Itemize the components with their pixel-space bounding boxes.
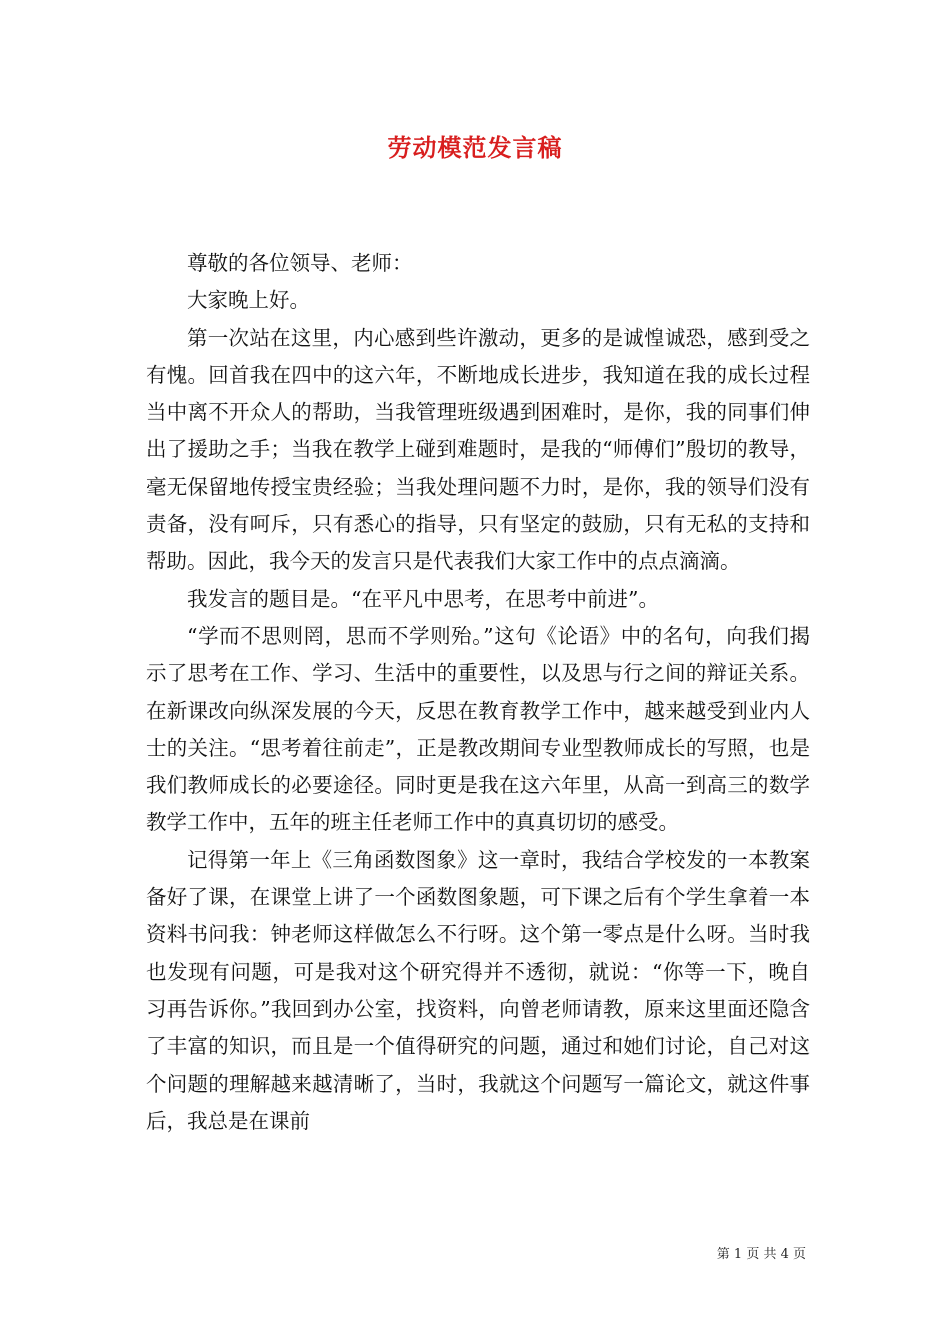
greeting: 大家晚上好。 (187, 288, 310, 313)
page-number-footer: 第 1 页 共 4 页 (716, 1247, 806, 1262)
paragraph: 记得第一年上《三角函数图象》这一章时，我结合学校发的一本教案备好了课，在课堂上讲了一个函数图象题，可下课之后有个学生拿着一本资料书问我：钟老师这样做怎么不行呀。这个第一零点是什么呀。当时我也发现有问题，可是我对这个研究得并不透彻，就说：“你等一下，晚自习再告诉你。”我回到办公室，找资料，向曾老师请教，原来这里面还隐含了丰富的知识，而且是一个值得研究的问题，通过和她们讨论，自己对这个问题的理解越来越清晰了，当时，我就这个问题写一篇论文，就这件事后，我总是在课前 (146, 847, 810, 1133)
paragraph: “学而不思则罔，思而不学则殆。”这句《论语》中的名句，向我们揭示了思考在工作、学习、生活中的重要性，以及思与行之间的辩证关系。在新课改向纵深发展的今天，反思在教育教学工作中，越来越受到业内人士的关注。“思考着往前走”，正是教改期间专业型教师成长的写照，也是我们教师成长的必要途径。同时更是我在这六年里，从高一到高三的数学教学工作中，五年的班主任老师工作中的真真切切的感受。 (146, 623, 810, 835)
salutation: 尊敬的各位领导、老师： (187, 251, 413, 275)
document-title: 劳动模范发言稿 (387, 133, 563, 162)
document-body (146, 245, 810, 1140)
paragraph: 我发言的题目是。“在平凡中思考，在思考中前进”。 (187, 586, 659, 611)
paragraph: 第一次站在这里，内心感到些许激动，更多的是诚惶诚恐，感到受之有愧。回首我在四中的这六年，不断地成长进步，我知道在我的成长过程当中离不开众人的帮助，当我管理班级遇到困难时，是你，我的同事们伸出了援助之手；当我在教学上碰到难题时，是我的“师傅们”殷切的教导，毫无保留地传授宝贵经验；当我处理问题不力时，是你，我的领导们没有责备，没有呵斥，只有悉心的指导，只有坚定的鼓励，只有无私的支持和帮助。因此，我今天的发言只是代表我们大家工作中的点点滴滴。 (146, 325, 810, 574)
